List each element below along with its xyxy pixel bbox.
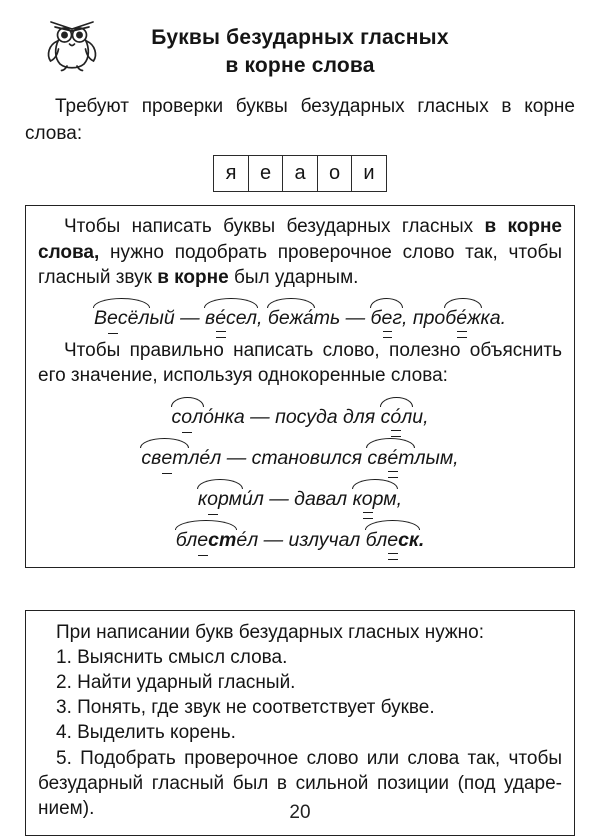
text-segment: о́ bbox=[390, 405, 402, 428]
letter: я bbox=[225, 162, 237, 184]
text-segment: б bbox=[445, 306, 457, 329]
root-arc bbox=[366, 527, 419, 553]
text-run bbox=[414, 447, 458, 469]
text-segment: е́ bbox=[387, 446, 399, 469]
text-segment: в корне слова, bbox=[38, 216, 562, 263]
letter-cell bbox=[282, 155, 318, 192]
text-segment: рм bbox=[217, 487, 242, 510]
root-arc bbox=[172, 404, 204, 430]
root-arc bbox=[141, 445, 188, 471]
text-segment: к bbox=[197, 487, 208, 510]
word-pair-svetlel bbox=[38, 445, 562, 471]
text-segment: с bbox=[380, 405, 391, 428]
rule-paragraph-1 bbox=[38, 214, 562, 291]
text-segment: ж bbox=[467, 306, 481, 329]
text-run bbox=[38, 216, 562, 288]
step-item-2: 2. Найти ударный гласный. bbox=[56, 671, 296, 693]
text-segment: рм bbox=[372, 487, 397, 510]
text-segment: , про bbox=[402, 306, 446, 329]
text-segment: е bbox=[381, 306, 393, 329]
text-segment: о bbox=[181, 405, 193, 428]
letter-cell bbox=[351, 155, 387, 192]
text-run bbox=[412, 406, 428, 428]
text-segment: е bbox=[387, 528, 399, 551]
text-segment: т bbox=[172, 446, 189, 469]
text-segment: Чтобы написать буквы безударных гласных bbox=[64, 216, 485, 237]
page-number: 20 bbox=[289, 802, 311, 823]
root-arc bbox=[198, 486, 242, 512]
text-run bbox=[397, 488, 402, 510]
text-segment: и, bbox=[412, 405, 429, 428]
text-segment: сёл bbox=[117, 306, 150, 329]
owl-icon bbox=[41, 18, 103, 74]
text-run bbox=[236, 529, 365, 551]
text-run bbox=[242, 488, 353, 510]
text-segment: г bbox=[392, 306, 402, 329]
text-run bbox=[402, 307, 445, 329]
step-item-4: 4. Выделить корень. bbox=[56, 722, 236, 744]
step-item-1: 1. Выяснить смысл слова. bbox=[56, 646, 288, 668]
text-run bbox=[419, 529, 424, 551]
rule-paragraph-2: Чтобы правильно написать слово, полезно объяснить его значение, используя однокоренные слова: bbox=[38, 339, 562, 386]
letter: и bbox=[363, 162, 375, 184]
text-segment: ый — bbox=[149, 306, 205, 329]
text-segment: св bbox=[367, 446, 388, 469]
text-segment: т bbox=[398, 446, 415, 469]
text-run bbox=[481, 307, 506, 329]
text-segment: е bbox=[107, 306, 118, 329]
letter: а bbox=[294, 162, 306, 184]
vowel-letter-boxes bbox=[25, 155, 575, 192]
text-segment: В bbox=[94, 306, 108, 329]
text-segment: был ударным. bbox=[228, 267, 359, 288]
text-segment: св bbox=[141, 446, 162, 469]
text-segment: в корне bbox=[157, 267, 229, 288]
text-segment: л bbox=[401, 405, 413, 428]
text-segment: ть — bbox=[313, 306, 371, 329]
text-run bbox=[257, 307, 268, 329]
text-segment: сел bbox=[226, 306, 257, 329]
text-segment: нужно подобрать проверочное слово так, чтобы гласный звук bbox=[38, 241, 562, 288]
text-segment: ка. bbox=[480, 306, 506, 329]
title-line-1: Буквы безударных гласных bbox=[151, 26, 449, 49]
text-run bbox=[188, 447, 367, 469]
step-item-3: 3. Понять, где звук не соответствует букве. bbox=[56, 697, 435, 719]
text-segment: . bbox=[418, 528, 425, 551]
text-segment: с bbox=[171, 405, 182, 428]
letter-cell bbox=[248, 155, 284, 192]
steps-intro: При написании букв безударных гласных нужно: bbox=[56, 621, 484, 643]
word-pair-solonka bbox=[38, 404, 562, 430]
text-segment: е́ bbox=[215, 306, 227, 329]
root-arc bbox=[94, 305, 149, 331]
root-arc bbox=[371, 305, 402, 331]
text-segment: л bbox=[192, 405, 204, 428]
intro-paragraph: Требуют проверки буквы безударных гласных в корне слова: bbox=[25, 96, 575, 144]
text-segment: и́л — давал bbox=[241, 487, 353, 510]
page-header bbox=[25, 0, 575, 80]
text-segment: , bbox=[396, 487, 403, 510]
example-line-vesely bbox=[38, 305, 562, 331]
text-segment: о́нка — посуда для bbox=[203, 405, 381, 428]
letter: о bbox=[328, 162, 341, 184]
text-run bbox=[149, 307, 205, 329]
root-arc bbox=[445, 305, 480, 331]
word-pair-blestel bbox=[38, 527, 562, 553]
text-segment: е bbox=[161, 446, 173, 469]
page-title bbox=[25, 24, 575, 80]
text-segment: ле́л — становился bbox=[188, 446, 368, 469]
letter-cell bbox=[317, 155, 353, 192]
text-segment: е́ bbox=[456, 306, 468, 329]
root-arc bbox=[353, 486, 397, 512]
root-arc bbox=[176, 527, 237, 553]
root-arc bbox=[381, 404, 413, 430]
root-arc bbox=[268, 305, 314, 331]
letter: е bbox=[259, 162, 272, 184]
text-segment: к bbox=[352, 487, 362, 510]
text-segment: лым, bbox=[414, 446, 459, 469]
text-run bbox=[203, 406, 380, 428]
text-segment: о bbox=[207, 487, 218, 510]
text-run bbox=[314, 307, 371, 329]
text-segment: , bbox=[257, 306, 268, 329]
text-segment: бл bbox=[175, 528, 198, 551]
root-arc bbox=[205, 305, 257, 331]
text-segment: ск bbox=[398, 528, 419, 551]
text-segment: е bbox=[197, 528, 209, 551]
text-segment: бежа́ bbox=[267, 306, 314, 329]
text-segment: ст bbox=[208, 528, 237, 551]
text-segment: е́л — излучал bbox=[236, 528, 366, 551]
text-segment: б bbox=[370, 306, 382, 329]
text-segment: о bbox=[361, 487, 373, 510]
rule-box bbox=[25, 205, 575, 568]
text-segment: бл bbox=[365, 528, 388, 551]
step-item-5: 5. Подобрать проверочное слово или слова так, чтобы безударный гласный был в сильной позиции (под ударением). bbox=[38, 747, 562, 820]
root-arc bbox=[367, 445, 414, 471]
text-segment: в bbox=[205, 306, 216, 329]
letter-cell bbox=[213, 155, 249, 192]
title-line-2: в корне слова bbox=[225, 54, 375, 77]
word-pair-kormil bbox=[38, 486, 562, 512]
